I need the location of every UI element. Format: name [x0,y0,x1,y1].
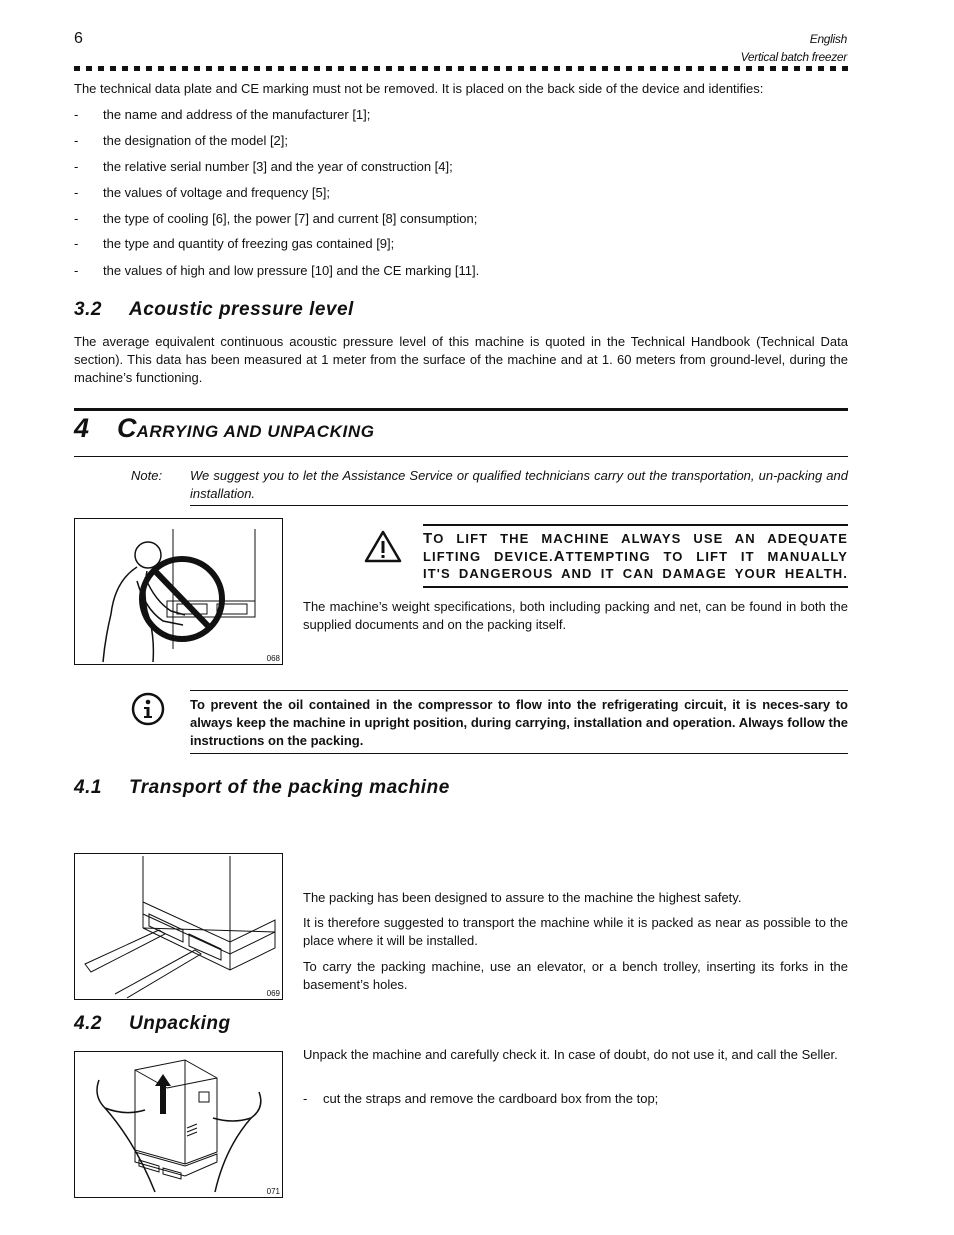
list-item-text: cut the straps and remove the cardboard box from the top; [323,1091,659,1106]
weight-paragraph: The machine’s weight specifications, both including packing and net, can be found in both the supplied documents and on the packing itself. [303,599,848,632]
list-item-text: the values of high and low pressure [10] and the CE marking [11]. [103,263,480,278]
acoustic-paragraph: The average equivalent continuous acoustic pressure level of this machine is quoted in the Technical Handbook (Technical Data section). This data has been measured at 1 meter from the surface of the machine and at 1. 60 meters from ground-level, during the machine’s functioning. [74,334,848,385]
transport-paragraph-2: It is therefore suggested to transport the machine while it is packed as near as possible to the place where it will be installed. [303,915,848,948]
list-item-text: the type of cooling [6], the power [7] and current [8] consumption; [103,211,478,226]
bullet-dash: - [303,1091,308,1106]
chapter-title-rest: ARRYING AND UNPACKING [136,422,375,441]
bullet-dash: - [74,236,79,251]
bullet-dash: - [74,211,79,226]
list-item-text: the name and address of the manufacturer [1]; [103,107,371,122]
chapter-rule-bottom [74,456,848,457]
forklift-illustration [75,854,282,999]
figure-code: 069 [266,989,280,998]
chapter-title [74,413,375,444]
transport-paragraph-3: To carry the packing machine, use an elevator, or a bench trolley, inserting its forks in the basement’s holes. [303,959,848,992]
chapter-number: 4 [74,413,90,443]
warning-rule-bottom [423,586,848,588]
transport-paragraph-1: The packing has been designed to assure to the machine the highest safety. [303,890,742,905]
figure-unpacking [74,1051,283,1198]
section-number: 4.1 [74,777,102,798]
chapter-rule-top [74,408,848,411]
section-title: Transport of the packing machine [129,777,450,798]
chapter-title-initial: C [117,413,137,443]
info-rule-top [190,690,848,691]
intro-paragraph: The technical data plate and CE marking must not be removed. It is placed on the back side of the device and identifies: [74,81,764,96]
header-title: Vertical batch freezer [740,50,847,64]
section-number: 4.2 [74,1013,102,1034]
section-heading-4-1 [74,777,450,799]
header-language: English [809,32,847,46]
section-heading-4-2 [74,1013,231,1035]
bullet-dash: - [74,185,79,200]
info-icon [131,692,165,731]
bullet-dash: - [74,159,79,174]
figure-no-manual-lifting [74,518,283,665]
list-item-text: the values of voltage and frequency [5]; [103,185,330,200]
figure-forklift-transport [74,853,283,1000]
list-item-text: the designation of the model [2]; [103,133,289,148]
figure-code: 071 [266,1187,280,1196]
info-rule-bottom [190,753,848,754]
bullet-dash: - [74,107,79,122]
section-number: 3.2 [74,299,102,320]
section-title: Unpacking [129,1013,231,1034]
warning-rule-top [423,524,848,526]
figure-code: 068 [266,654,280,663]
note-rule [190,505,848,506]
list-item-text: the relative serial number [3] and the year of construction [4]; [103,159,453,174]
page-number: 6 [74,30,83,47]
bullet-dash: - [74,133,79,148]
warning-icon [364,530,402,568]
warning-text: TO LIFT THE MACHINE ALWAYS USE AN ADEQUATE LIFTING DEVICE.ATTEMPTING TO LIFT IT MANUALLY IT'S DANGEROUS AND IT CAN DAMAGE YOUR HEALTH. [423,530,848,581]
header-divider [74,66,848,71]
note-label: Note: [131,468,163,483]
section-heading-3-2 [74,299,354,321]
info-text: To prevent the oil contained in the compressor to flow into the refrigerating circuit, it is neces-sary to always keep the machine in upright position, during carrying, installation and operation. Always follow the instructions on the packing. [190,697,848,748]
unpack-paragraph: Unpack the machine and carefully check it. In case of doubt, do not use it, and call the Seller. [303,1047,838,1062]
note-text: We suggest you to let the Assistance Service or qualified technicians carry out the transportation, un-packing and installation. [190,468,848,501]
unpacking-illustration [75,1052,282,1197]
no-manual-lifting-illustration [75,519,282,664]
section-title: Acoustic pressure level [129,299,354,320]
bullet-dash: - [74,263,79,278]
list-item-text: the type and quantity of freezing gas contained [9]; [103,236,395,251]
